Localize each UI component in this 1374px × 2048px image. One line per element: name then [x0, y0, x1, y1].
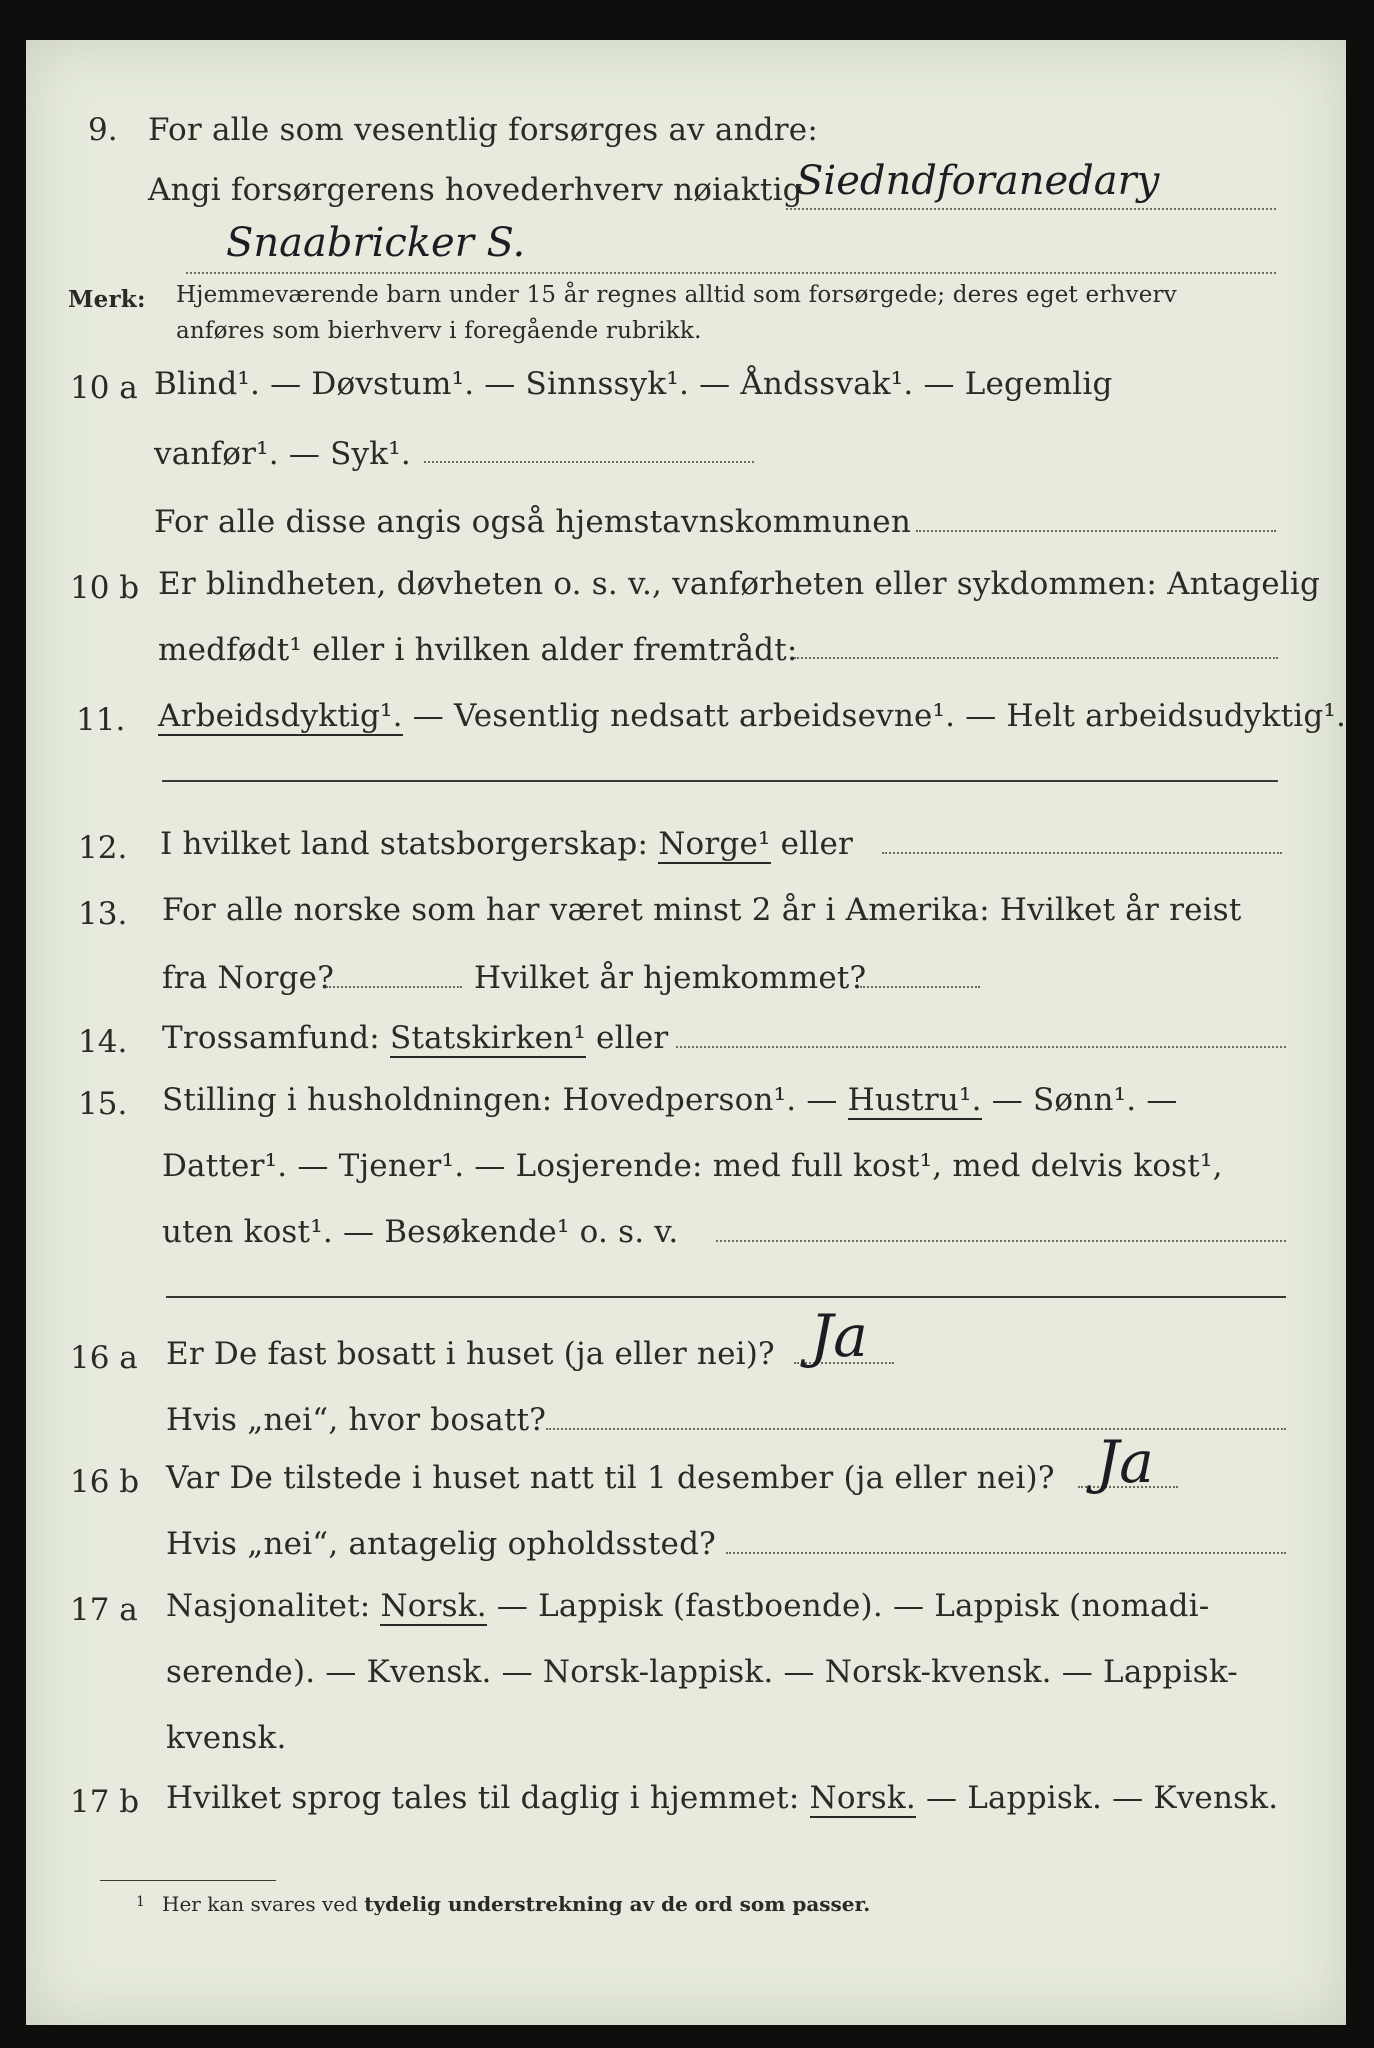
q9-handwritten-answer2: Snaabricker S.: [226, 220, 526, 266]
q17b-pre: Hvilket sprog tales til daglig i hjemmet:: [166, 1780, 810, 1816]
q10b-line2: medfødt¹ eller i hvilken alder fremtrådt:: [158, 632, 798, 668]
q17a-line2: serende). — Kvensk. — Norsk-lappisk. — Norsk-kvensk. — Lappisk-: [166, 1654, 1238, 1690]
q17b-number: 17 b: [70, 1784, 140, 1820]
q13-year-left-line: [326, 986, 462, 988]
census-form-page: [26, 40, 1346, 2025]
q14-underlined-option: Statskirken¹: [390, 1020, 586, 1056]
q9-answer-line2: [186, 272, 1276, 274]
q9-line2: Angi forsørgerens hovederhverv nøiaktig: [148, 172, 803, 208]
q13-year-returned-line: [860, 986, 980, 988]
q9-number: 9.: [88, 112, 118, 148]
q17b-post: — Lappisk. — Kvensk.: [915, 1780, 1279, 1816]
footnote-pre: Her kan svares ved: [162, 1892, 365, 1916]
q9-line1: For alle som vesentlig forsørges av andre:: [148, 112, 818, 148]
q16b-number: 16 b: [70, 1464, 140, 1500]
q10b-line1: Er blindheten, døvheten o. s. v., vanførheten eller sykdommen: Antagelig: [158, 566, 1321, 602]
q13-line2a: fra Norge?: [162, 960, 335, 996]
q14-post: eller: [586, 1020, 669, 1056]
q10a-answer-line: [424, 461, 754, 463]
q16a-residence-line: [546, 1428, 1286, 1430]
q12-underlined-option: Norge¹: [658, 826, 771, 862]
q11-underlined-option: Arbeidsdyktig¹.: [158, 698, 403, 734]
footnote-bold: tydelig understrekning av de ord som passer.: [364, 1892, 871, 1916]
q10a-line1: Blind¹. — Døvstum¹. — Sinnssyk¹. — Åndssvak¹. — Legemlig: [154, 366, 1113, 402]
q17a-post: — Lappisk (fastboende). — Lappisk (nomadi-: [486, 1588, 1210, 1624]
footnote-mark: 1: [136, 1894, 145, 1910]
q16a-line1: Er De fast bosatt i huset (ja eller nei)?: [166, 1336, 775, 1372]
q11-answer-rule: [162, 780, 1278, 782]
merk-line2: anføres som bierhverv i foregående rubrikk.: [176, 318, 702, 344]
q11-rest: — Vesentlig nedsatt arbeidsevne¹. — Helt arbeidsudyktig¹.: [402, 698, 1347, 734]
q17b-line: [166, 1780, 1278, 1816]
q15-line1-post: — Sønn¹. —: [981, 1082, 1178, 1118]
q15-number: 15.: [78, 1086, 128, 1122]
q15-line1: [162, 1082, 1178, 1118]
q15-answer-line: [716, 1240, 1286, 1242]
q12-post: eller: [770, 826, 854, 862]
q16b-line2: Hvis „nei“, antagelig opholdssted?: [166, 1526, 716, 1562]
q13-line2b: Hvilket år hjemkommet?: [474, 960, 867, 996]
q12-line: [160, 826, 853, 862]
footnote-separator: [100, 1880, 276, 1881]
q12-answer-line: [882, 852, 1282, 854]
q17b-underlined-option: Norsk.: [809, 1780, 916, 1816]
q14-number: 14.: [78, 1024, 128, 1060]
q16b-line1: Var De tilstede i huset natt til 1 desember (ja eller nei)?: [166, 1460, 1055, 1496]
q12-number: 12.: [78, 830, 128, 866]
q11-line: [158, 698, 1346, 734]
q15-line1-pre: Stilling i husholdningen: Hovedperson¹. —: [162, 1082, 848, 1118]
q10a-number: 10 a: [70, 370, 138, 406]
q17a-underlined-option: Norsk.: [380, 1588, 487, 1624]
q17a-line1: [166, 1588, 1209, 1624]
q16a-handwritten-answer: Ja: [810, 1302, 868, 1370]
q15-underlined-option: Hustru¹.: [847, 1082, 982, 1118]
q16a-number: 16 a: [70, 1340, 138, 1376]
footnote-text: [162, 1892, 870, 1916]
q17a-line3: kvensk.: [166, 1720, 287, 1756]
q14-pre: Trossamfund:: [162, 1020, 391, 1056]
q16a-line2: Hvis „nei“, hvor bosatt?: [166, 1402, 547, 1438]
q9-answer-line1: [786, 208, 1276, 210]
q15-answer-rule: [166, 1296, 1286, 1298]
q13-line1: For alle norske som har været minst 2 år i Amerika: Hvilket år reist: [162, 892, 1242, 928]
merk-line1: Hjemmeværende barn under 15 år regnes alltid som forsørgede; deres eget erhverv: [176, 282, 1177, 308]
q17a-number: 17 a: [70, 1592, 138, 1628]
q16b-handwritten-answer: Ja: [1096, 1428, 1154, 1496]
q16b-whereabouts-line: [726, 1552, 1286, 1554]
q11-number: 11.: [76, 702, 126, 738]
q10a-hometown-line: [916, 530, 1276, 532]
q15-line2: Datter¹. — Tjener¹. — Losjerende: med full kost¹, med delvis kost¹,: [162, 1148, 1223, 1184]
q14-answer-line: [676, 1046, 1286, 1048]
q9-handwritten-answer1: Siedndforanedary: [796, 158, 1160, 204]
q10a-line3: For alle disse angis også hjemstavnskommunen: [154, 504, 911, 540]
q15-line3: uten kost¹. — Besøkende¹ o. s. v.: [162, 1214, 679, 1250]
q17a-pre: Nasjonalitet:: [166, 1588, 381, 1624]
q10b-number: 10 b: [70, 570, 140, 606]
merk-label: Merk:: [68, 286, 146, 313]
q10a-line2: vanfør¹. — Syk¹.: [154, 436, 411, 472]
q12-pre: I hvilket land statsborgerskap:: [160, 826, 659, 862]
q13-number: 13.: [78, 896, 128, 932]
q14-line: [162, 1020, 668, 1056]
q10b-answer-line: [794, 657, 1278, 659]
